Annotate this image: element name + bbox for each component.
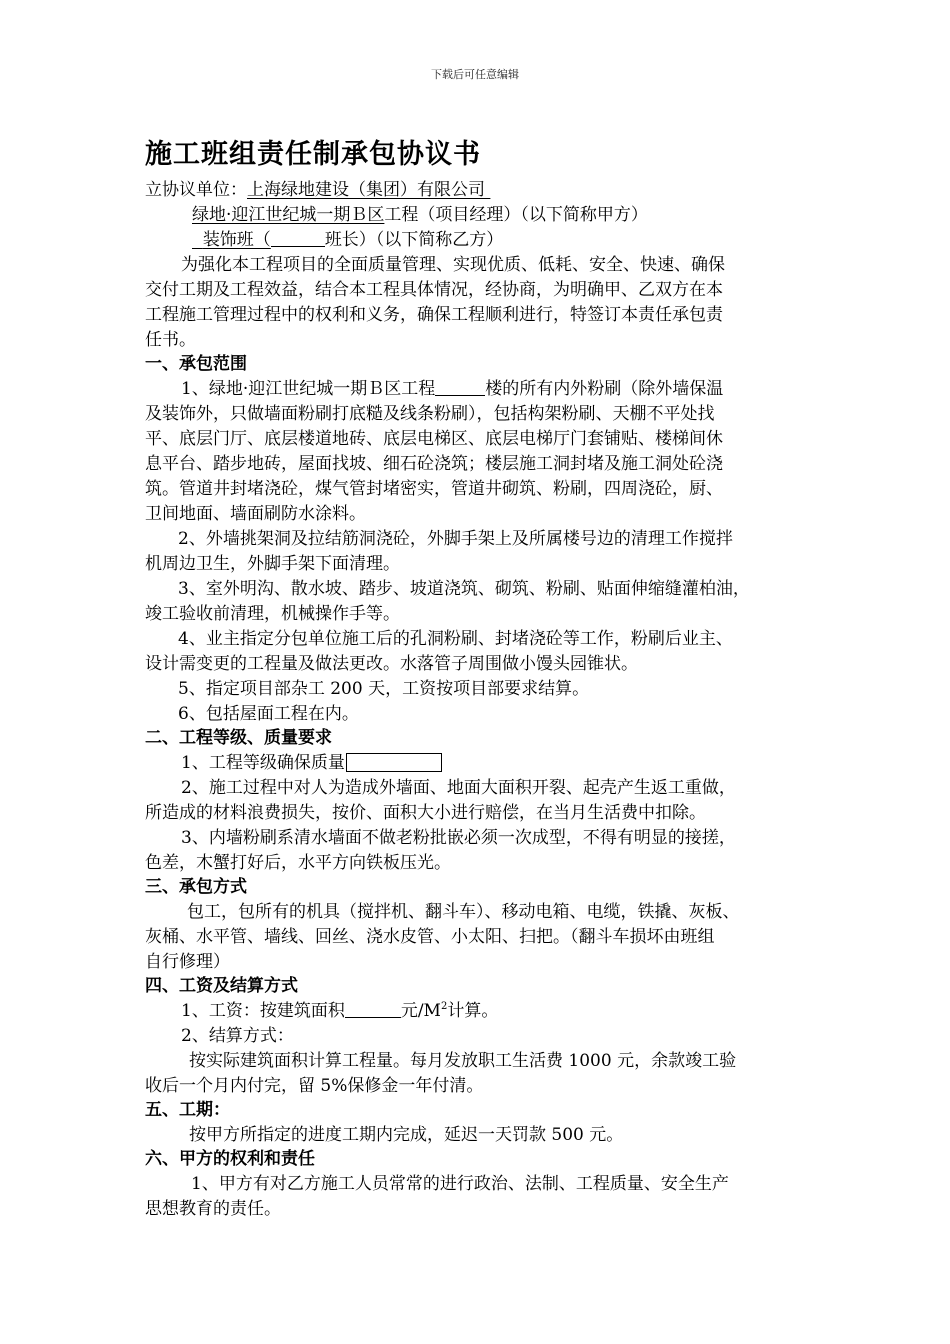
project-suffix: 工程（项目经理）（以下简称甲方） xyxy=(384,205,648,225)
section-1-item-4: 4、业主指定分包单位施工后的孔洞粉刷、封堵浇砼等工作，粉刷后业主、 xyxy=(178,629,733,649)
quality-level-box xyxy=(346,753,442,772)
section-4-body-line: 收后一个月内付完，留 5%保修金一年付清。 xyxy=(145,1076,484,1096)
header-note: 下载后可任意编辑 xyxy=(431,68,519,81)
section-2-heading: 二、工程等级、质量要求 xyxy=(145,728,332,748)
building-number-blank xyxy=(435,379,485,396)
company-name: 上海绿地建设（集团）有限公司 xyxy=(247,180,485,200)
intro-line: 交付工期及工程效益，结合本工程具体情况，经协商，为明确甲、乙双方在本 xyxy=(145,280,723,300)
intro-line: 工程施工管理过程中的权利和义务，确保工程顺利进行，特签订本责任承包责 xyxy=(145,305,723,325)
section-4-item-2: 2、结算方式： xyxy=(181,1026,294,1046)
wage-rate-blank xyxy=(345,1001,401,1018)
section-4-item-1: 1、工资：按建筑面积 元$/M^2$计算。 xyxy=(181,1001,499,1021)
project-line xyxy=(145,203,872,228)
section-1-item-6: 6、包括屋面工程在内。 xyxy=(178,704,359,724)
section-1-item-4-line: 设计需变更的工程量及做法更改。水落管子周围做小馒头园锥状。 xyxy=(145,654,638,674)
section-1-item-1-line: 卫间地面、墙面刷防水涂料。 xyxy=(145,504,366,524)
section-1-item-2-line: 机周边卫生，外脚手架下面清理。 xyxy=(145,554,400,574)
section-6-heading: 六、甲方的权利和责任 xyxy=(145,1149,315,1169)
project-name: 绿地·迎江世纪城一期Ｂ区 xyxy=(192,205,385,225)
section-2-item-3: 3、内墙粉刷系清水墙面不做老粉批嵌必须一次成型，不得有明显的接搓， xyxy=(181,828,736,848)
section-1-item-5: 5、指定项目部杂工 200 天，工资按项目部要求结算。 xyxy=(178,679,590,699)
section-1-item-3: 3、室外明沟、散水坡、踏步、坡道浇筑、砌筑、粉刷、贴面伸缩缝灌柏油， xyxy=(178,579,750,599)
parties-line xyxy=(145,178,825,203)
section-1-item-1-line: 及装饰外，只做墙面粉刷打底糙及线条粉刷），包括构架粉刷、天棚不平处找 xyxy=(145,404,715,424)
section-5-heading: 五、工期： xyxy=(145,1100,230,1120)
section-3-heading: 三、承包方式 xyxy=(145,877,247,897)
section-2-item-2: 2、施工过程中对人为造成外墙面、地面大面积开裂、起壳产生返工重做， xyxy=(181,778,736,798)
section-2-item-1: 1、工程等级确保质量 xyxy=(145,751,861,776)
document-title: 施工班组责任制承包协议书 xyxy=(145,139,481,170)
section-3-body: 包工，包所有的机具（搅拌机、翻斗车）、移动电箱、电缆，铁撬、灰板、 xyxy=(187,902,740,922)
team-suffix: 班长）（以下简称乙方） xyxy=(324,230,504,250)
section-1-item-1-line: 息平台、踏步地砖，屋面找坡、细石砼浇筑；楼层施工洞封堵及施工洞处砼浇 xyxy=(145,454,723,474)
section-6-item-1-line: 思想教育的责任。 xyxy=(145,1199,281,1219)
section-4-heading: 四、工资及结算方式 xyxy=(145,976,298,996)
parties-label: 立协议单位： xyxy=(145,180,247,200)
section-1-heading: 一、承包范围 xyxy=(145,354,247,374)
section-3-body-line: 自行修理） xyxy=(145,952,230,972)
section-4-body: 按实际建筑面积计算工程量。每月发放职工生活费 1000 元，余款竣工验 xyxy=(189,1051,737,1071)
section-6-item-1: 1、甲方有对乙方施工人员常常的进行政治、法制、工程质量、安全生产 xyxy=(191,1174,729,1194)
section-2-item-2-line: 所造成的材料浪费损失，按价、面积大小进行赔偿，在当月生活费中扣除。 xyxy=(145,803,706,823)
intro-line: 为强化本工程项目的全面质量管理、实现优质、低耗、安全、快速、确保 xyxy=(181,255,725,275)
section-1-item-1-line: 筑。管道井封堵浇砼，煤气管封堵密实，管道井砌筑、粉刷，四周浇砼，厨、 xyxy=(145,479,723,499)
team-leader-blank xyxy=(271,230,325,247)
section-2-item-3-line: 色差，木蟹打好后，水平方向铁板压光。 xyxy=(145,853,451,873)
section-1-item-2: 2、外墙挑架洞及拉结筋洞浇砼，外脚手架上及所属楼号边的清理工作搅拌 xyxy=(178,529,733,549)
team-line xyxy=(145,228,872,253)
section-3-body-line: 灰桶、水平管、墙线、回丝、浇水皮管、小太阳、扫把。（翻斗车损坏由班组 xyxy=(145,927,715,947)
section-1-item-1: 1、绿地·迎江世纪城一期Ｂ区工程 楼的所有内外粉刷（除外墙保温 xyxy=(181,379,724,399)
team-name: 装饰班（ xyxy=(202,230,271,250)
section-1-item-1-line: 平、底层门厅、底层楼道地砖、底层电梯区、底层电梯厅门套铺贴、楼梯间休 xyxy=(145,429,723,449)
intro-line: 任书。 xyxy=(145,330,196,350)
section-5-body: 按甲方所指定的进度工期内完成，延迟一天罚款 500 元。 xyxy=(189,1125,624,1145)
section-1-item-3-line: 竣工验收前清理，机械操作手等。 xyxy=(145,604,400,624)
